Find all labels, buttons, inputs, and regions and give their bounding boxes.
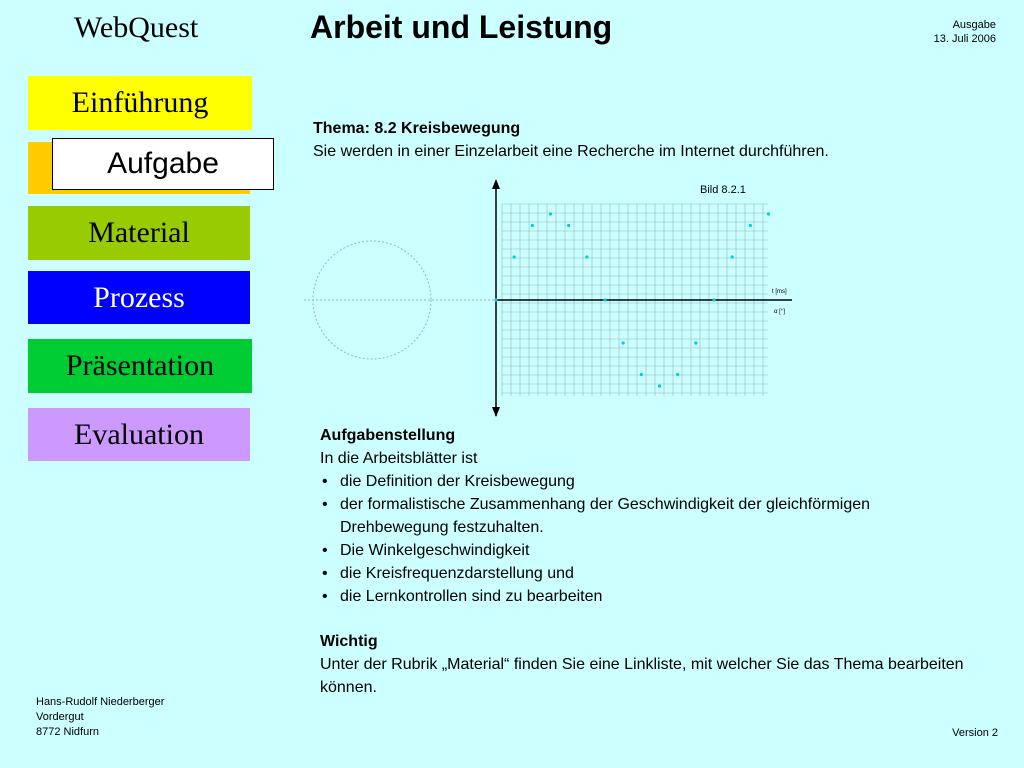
sine-point xyxy=(549,212,552,215)
nav-material-label: Material xyxy=(88,216,190,249)
nav-material[interactable] xyxy=(28,206,250,260)
task-heading: Aufgabenstellung xyxy=(320,427,456,444)
task-bullet: • der formalistische Zusammenhang der Geschwindigkeit der gleichförmigen Drehbewegung festzuhalten. xyxy=(320,493,900,539)
nav-evaluation-label: Evaluation xyxy=(74,417,204,451)
footer-address-line1: Vordergut xyxy=(36,711,84,723)
task-bullet: • Die Winkelgeschwindigkeit xyxy=(320,539,900,562)
sine-point xyxy=(494,298,497,301)
task-block xyxy=(320,424,900,608)
nav-aufgabe[interactable] xyxy=(52,138,274,190)
figure-svg xyxy=(300,176,800,420)
brand-title: WebQuest xyxy=(74,11,199,44)
page-title: Arbeit und Leistung xyxy=(310,9,613,45)
important-block xyxy=(320,630,970,699)
nav-einfuehrung-label: Einführung xyxy=(71,86,209,119)
sine-point xyxy=(731,255,734,258)
task-bullet: • die Definition der Kreisbewegung xyxy=(320,470,900,493)
figure-caption: Bild 8.2.1 xyxy=(700,184,746,196)
footer-version: Version 2 xyxy=(952,727,998,739)
nav-praesentation-label: Präsentation xyxy=(65,349,215,382)
alpha-axis-label: α [°] xyxy=(774,309,785,315)
sine-point xyxy=(640,373,643,376)
t-axis-label: t [ms] xyxy=(772,289,787,295)
footer-address-line2: 8772 Nidfurn xyxy=(36,726,99,738)
task-bullet: • die Lernkontrollen sind zu bearbeiten xyxy=(320,585,900,608)
sine-point xyxy=(513,255,516,258)
topic-text: Sie werden in einer Einzelarbeit eine Recherche im Internet durchführen. xyxy=(313,143,829,160)
sine-point xyxy=(531,224,534,227)
sine-point xyxy=(694,341,697,344)
edition-date: 13. Juli 2006 xyxy=(933,33,996,45)
alpha-axis-arrow-bottom xyxy=(492,407,500,417)
nav-praesentation[interactable] xyxy=(28,339,252,393)
nav-prozess[interactable] xyxy=(28,271,250,324)
important-text: Unter der Rubrik „Material“ finden Sie eine Linkliste, mit welcher Sie das Thema bearbeiten können. xyxy=(320,656,964,696)
edition-label: Ausgabe xyxy=(952,19,996,31)
topic-block xyxy=(313,117,873,163)
nav-prozess-label: Prozess xyxy=(93,280,185,314)
alpha-axis-arrow-top xyxy=(492,179,500,189)
sine-point xyxy=(622,341,625,344)
important-heading: Wichtig xyxy=(320,633,378,650)
nav-einfuehrung[interactable] xyxy=(28,76,252,130)
task-bullet: • die Kreisfrequenzdarstellung und xyxy=(320,562,900,585)
footer-author: Hans-Rudolf Niederberger xyxy=(36,696,165,708)
figure-kreisbewegung xyxy=(300,176,800,420)
task-intro: In die Arbeitsblätter ist xyxy=(320,450,478,467)
footer-author-block xyxy=(36,695,164,740)
sine-point xyxy=(676,373,679,376)
sine-point xyxy=(585,255,588,258)
sine-point xyxy=(767,212,770,215)
nav-evaluation[interactable] xyxy=(28,408,250,461)
sine-point xyxy=(749,224,752,227)
nav-aufgabe-label: Aufgabe xyxy=(107,147,219,180)
sine-point xyxy=(658,384,661,387)
edition-info xyxy=(896,18,996,46)
topic-heading: Thema: 8.2 Kreisbewegung xyxy=(313,120,521,137)
sine-point xyxy=(567,224,570,227)
sine-point xyxy=(603,298,606,301)
sine-point xyxy=(712,298,715,301)
task-list xyxy=(320,470,900,608)
